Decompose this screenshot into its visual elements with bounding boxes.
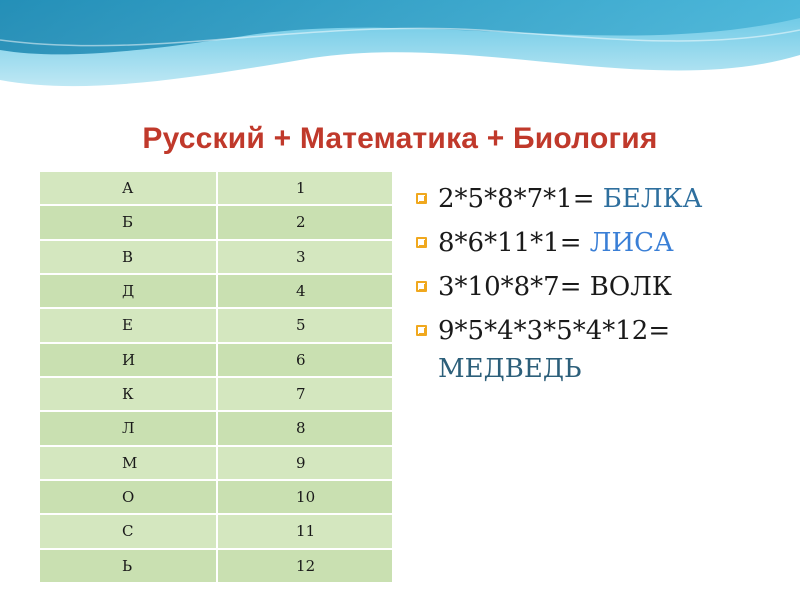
table-row bbox=[39, 205, 393, 239]
problem-item bbox=[416, 312, 786, 388]
decorative-wave-header bbox=[0, 0, 800, 110]
table-letter-cell: К bbox=[39, 377, 217, 411]
table-number-cell: 1 bbox=[217, 171, 393, 205]
bullet-icon bbox=[416, 237, 427, 248]
table-number-cell: 6 bbox=[217, 343, 393, 377]
table-row bbox=[39, 480, 393, 514]
table-row bbox=[39, 308, 393, 342]
problem-expression: 9*5*4*3*5*4*12= bbox=[438, 316, 671, 346]
problems-list bbox=[416, 180, 786, 394]
table-letter-cell: О bbox=[39, 480, 217, 514]
problem-expression: 2*5*8*7*1= bbox=[438, 184, 603, 214]
table-letter-cell: С bbox=[39, 514, 217, 548]
table-letter-cell: В bbox=[39, 240, 217, 274]
table-number-cell: 11 bbox=[217, 514, 393, 548]
problem-item bbox=[416, 224, 786, 262]
table-letter-cell: М bbox=[39, 446, 217, 480]
table-number-cell: 7 bbox=[217, 377, 393, 411]
table-number-cell: 3 bbox=[217, 240, 393, 274]
table-number-cell: 5 bbox=[217, 308, 393, 342]
table-row bbox=[39, 377, 393, 411]
problem-expression: 3*10*8*7= bbox=[438, 272, 590, 302]
bullet-icon bbox=[416, 193, 427, 204]
bullet-icon bbox=[416, 281, 427, 292]
table-number-cell: 12 bbox=[217, 549, 393, 583]
table-row bbox=[39, 274, 393, 308]
slide-title: Русский + Математика + Биология bbox=[142, 122, 658, 155]
table-row bbox=[39, 446, 393, 480]
table-row bbox=[39, 343, 393, 377]
problem-answer: МЕДВЕДЬ bbox=[438, 354, 582, 384]
table-letter-cell: Б bbox=[39, 205, 217, 239]
table-number-cell: 8 bbox=[217, 411, 393, 445]
table-number-cell: 10 bbox=[217, 480, 393, 514]
table-letter-cell: И bbox=[39, 343, 217, 377]
table-letter-cell: Л bbox=[39, 411, 217, 445]
problem-answer: ВОЛК bbox=[589, 272, 673, 302]
table-number-cell: 9 bbox=[217, 446, 393, 480]
table-letter-cell: Ь bbox=[39, 549, 217, 583]
bullet-icon bbox=[416, 325, 427, 336]
table-row bbox=[39, 549, 393, 583]
table-letter-cell: Д bbox=[39, 274, 217, 308]
letter-number-table bbox=[38, 170, 394, 584]
table-letter-cell: А bbox=[39, 171, 217, 205]
problem-item bbox=[416, 180, 786, 218]
problem-item bbox=[416, 268, 786, 306]
table-letter-cell: Е bbox=[39, 308, 217, 342]
table-row bbox=[39, 514, 393, 548]
table-number-cell: 2 bbox=[217, 205, 393, 239]
table-row bbox=[39, 171, 393, 205]
table-number-cell: 4 bbox=[217, 274, 393, 308]
table-row bbox=[39, 411, 393, 445]
problem-answer: БЕЛКА bbox=[602, 184, 703, 214]
problem-answer: ЛИСА bbox=[589, 228, 674, 258]
problem-expression: 8*6*11*1= bbox=[438, 228, 590, 258]
table-row bbox=[39, 240, 393, 274]
